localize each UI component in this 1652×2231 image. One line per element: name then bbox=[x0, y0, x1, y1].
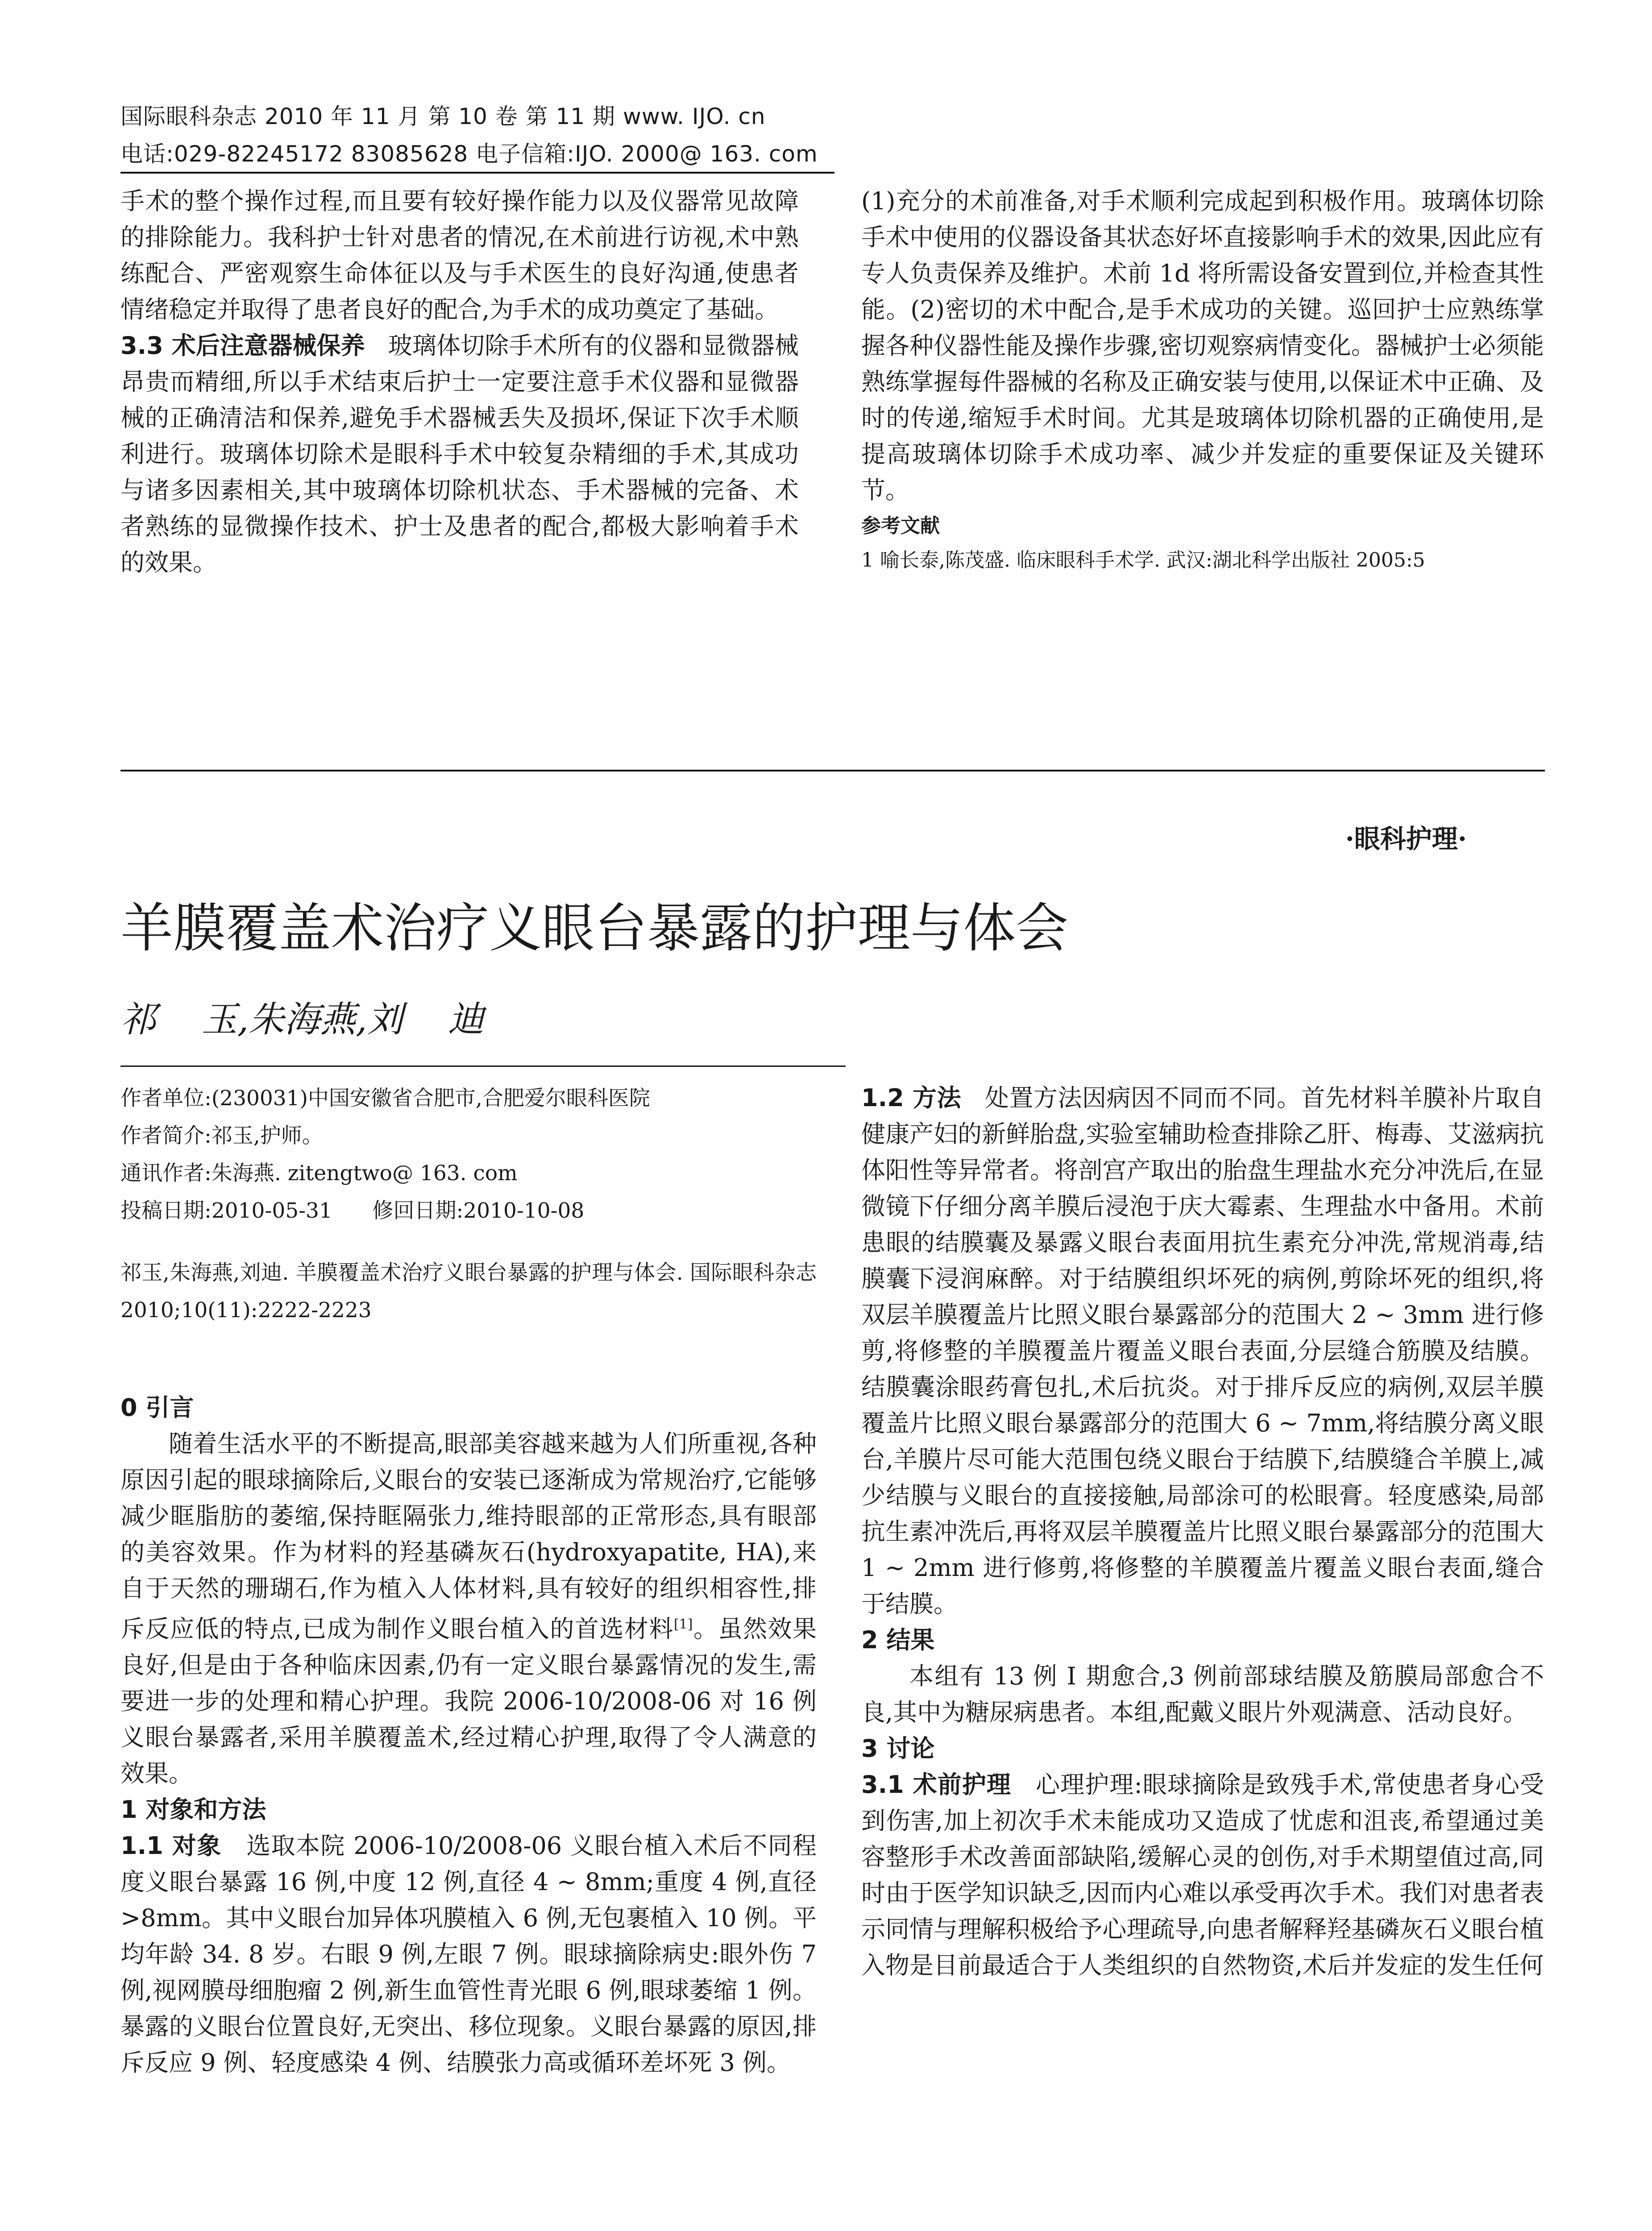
running-header-journal: 国际眼科杂志 2010 年 11 月 第 10 卷 第 11 期 www. IJO. cn bbox=[120, 104, 766, 129]
authors-rule bbox=[120, 1066, 846, 1067]
section-3-3-text: 玻璃体切除手术所有的仪器和显微器械昂贵而精细,所以手术结束后护士一定要注意手术仪器和显微器械的正确清洁和保养,避免手术器械丢失及损坏,保证下次手术顺利进行。玻璃体切除术是眼科手术中较复杂精细的手术,其成功与诸多因素相关,其中玻璃体切除机状态、手术器械的完备、术者熟练的显微操作技术、护士及患者的配合,都极大影响着手术的效果。 bbox=[120, 332, 799, 576]
intro-text: 随着生活水平的不断提高,眼部美容越来越为人们所重视,各种原因引起的眼球摘除后,义眼台的安装已逐渐成为常规治疗,它能够减少眶脂肪的萎缩,保持眶隔张力,维持眼部的正常形态,具有眼部的美容效果。作为材料的羟基磷灰石(hydroxyapatite, HA),来自于天然的珊瑚石,作为植入人体材料,具有较好的组织相容性,排斥反应低的特点,已成为制作义眼台植入的首选材料 bbox=[120, 1430, 817, 1643]
section-1-2-heading: 1.2 方法 bbox=[861, 1084, 961, 1112]
results-paragraph: 本组有 13 例 Ⅰ 期愈合,3 例前部球结膜及筋膜局部愈合不良,其中为糖尿病患者。本组,配戴义眼片外观满意、活动良好。 bbox=[861, 1662, 1544, 1726]
author-bio: 作者简介:祁玉,护师。 bbox=[120, 1124, 323, 1148]
section-1-2-text: 处置方法因病因不同而不同。首先材料羊膜补片取自健康产妇的新鲜胎盘,实验室辅助检查排除乙肝、梅毒、艾滋病抗体阳性等异常者。将剖宫产取出的胎盘生理盐水充分冲洗后,在显微镜下仔细分离羊膜后浸泡于庆大霉素、生理盐水中备用。术前患眼的结膜囊及暴露义眼台表面用抗生素充分冲洗,常规消毒,结膜囊下浸润麻醉。对于结膜组织坏死的病例,剪除坏死的组织,将双层羊膜覆盖片比照义眼台暴露部分的范围大 2 ~ 3mm 进行修剪,将修整的羊膜覆盖片覆盖义眼台表面,分层缝合筋膜及结膜。结膜囊涂眼药膏包扎,术后抗炎。对于排斥反应的病例,双层羊膜覆盖片比照义眼台暴露部分的范围大 6 ~ 7mm,将结膜分离义眼台,羊膜片尽可能大范围包绕义眼台于结膜下,结膜缝合羊膜上,减少结膜与义眼台的直接接触,局部涂可的松眼膏。轻度感染,局部抗生素冲洗后,再将双层羊膜覆盖片比照义眼台暴露部分的范围大 1 ~ 2mm 进行修剪,将修整的羊膜覆盖片覆盖义眼台表面,缝合于结膜。 bbox=[861, 1084, 1544, 1618]
section-3-1-text: 心理护理:眼球摘除是致残手术,常使患者身心受到伤害,加上初次手术未能成功又造成了忧虑和沮丧,希望通过美容整形手术改善面部缺陷,缓解心灵的创伤,对手术期望值过高,同时由于医学知识缺乏,因而内心难以承受再次手术。我们对患者表示同情与理解积极给予心理疏导,向患者解释羟基磷灰石义眼台植入物是目前最适合于人类组织的自然物资,术后并发症的发生任何 bbox=[861, 1771, 1544, 1979]
section-3-3-heading: 3.3 术后注意器械保养 bbox=[120, 332, 365, 360]
left-column bbox=[120, 1080, 817, 2081]
section-1-1-text: 选取本院 2006-10/2008-06 义眼台植入术后不同程度义眼台暴露 16 例,中度 12 例,直径 4 ~ 8mm;重度 4 例,直径 >8mm。其中义眼台加异体巩膜植入 6 例,无包裹植入 10 例。平均年龄 34. 8 岁。右眼 9 例,左眼 7 例。眼球摘除病史:眼外伤 7 例,视网膜母细胞瘤 2 例,新生血管性青光眼 6 例,眼球萎缩 1 例。暴露的义眼台位置良好,无突出、移位现象。义眼台暴露的原因,排斥反应 9 例、轻度感染 4 例、结膜张力高或循环差坏死 3 例。 bbox=[120, 1832, 817, 2077]
top-left-paragraph: 手术的整个操作过程,而且要有较好操作能力以及仪器常见故障的排除能力。我科护士针对患者的情况,在术前进行访视,术中熟练配合、严密观察生命体征以及与手术医生的良好沟通,使患者情绪稳定并取得了患者良好的配合,为手术的成功奠定了基础。 bbox=[120, 187, 799, 323]
section-3-1-heading: 3.1 术前护理 bbox=[861, 1771, 1012, 1799]
references-title: 参考文献 bbox=[861, 514, 940, 537]
section-divider bbox=[120, 770, 1545, 771]
heading-results: 2 结果 bbox=[861, 1626, 935, 1654]
intro-paragraph bbox=[120, 1426, 817, 1791]
section-3-1 bbox=[861, 1767, 1544, 1983]
article-title: 羊膜覆盖术治疗义眼台暴露的护理与体会 bbox=[120, 897, 1069, 959]
reference-1: 1 喻长泰,陈茂盛. 临床眼科手术学. 武汉:湖北科学出版社 2005:5 bbox=[861, 549, 1425, 572]
citation: 祁玉,朱海燕,刘迪. 羊膜覆盖术治疗义眼台暴露的护理与体会. 国际眼科杂志 2010;10(11):2222-2223 bbox=[120, 1261, 817, 1323]
author-affiliation: 作者单位:(230031)中国安徽省合肥市,合肥爱尔眼科医院 bbox=[120, 1086, 650, 1111]
submission-dates: 投稿日期:2010-05-31 修回日期:2010-10-08 bbox=[120, 1198, 585, 1223]
intro-citation: [1] bbox=[673, 1617, 693, 1632]
top-right-paragraph: (1)充分的术前准备,对手术顺利完成起到积极作用。玻璃体切除手术中使用的仪器设备其状态好坏直接影响手术的效果,因此应有专人负责保养及维护。术前 1d 将所需设备安置到位,并检查其性能。(2)密切的术中配合,是手术成功的关键。巡回护士应熟练掌握各种仪器性能及操作步骤,密切观察病情变化。器械护士必须能熟练掌握每件器械的名称及正确安装与使用,以保证术中正确、及时的传递,缩短手术时间。尤其是玻璃体切除机器的正确使用,是提高玻璃体切除手术成功率、减少并发症的重要保证及关键环节。 bbox=[861, 187, 1544, 504]
section-3-3 bbox=[120, 328, 799, 581]
header-rule bbox=[120, 172, 834, 174]
corresponding-author: 通讯作者:朱海燕. zitengtwo@ 163. com bbox=[120, 1161, 518, 1186]
heading-discussion: 3 讨论 bbox=[861, 1734, 935, 1762]
top-left-column bbox=[120, 183, 799, 581]
heading-methods: 1 对象和方法 bbox=[120, 1796, 266, 1824]
heading-intro: 0 引言 bbox=[120, 1393, 194, 1422]
top-right-column bbox=[861, 183, 1544, 577]
section-tag: ·眼科护理· bbox=[1345, 824, 1467, 854]
right-column bbox=[861, 1080, 1544, 1983]
section-1-2 bbox=[861, 1080, 1544, 1622]
intro-text-2: 。虽然效果良好,但是由于各种临床因素,仍有一定义眼台暴露情况的发生,需要进一步的处理和精心护理。我院 2006-10/2008-06 对 16 例义眼台暴露者,采用羊膜覆盖术,经过精心护理,取得了令人满意的效果。 bbox=[120, 1615, 817, 1787]
section-1-1 bbox=[120, 1828, 817, 2081]
running-header-contact: 电话:029-82245172 83085628 电子信箱:IJO. 2000@ 163. com bbox=[120, 141, 818, 167]
article-authors: 祁 玉,朱海燕,刘 迪 bbox=[120, 999, 484, 1040]
section-1-1-heading: 1.1 对象 bbox=[120, 1832, 222, 1860]
